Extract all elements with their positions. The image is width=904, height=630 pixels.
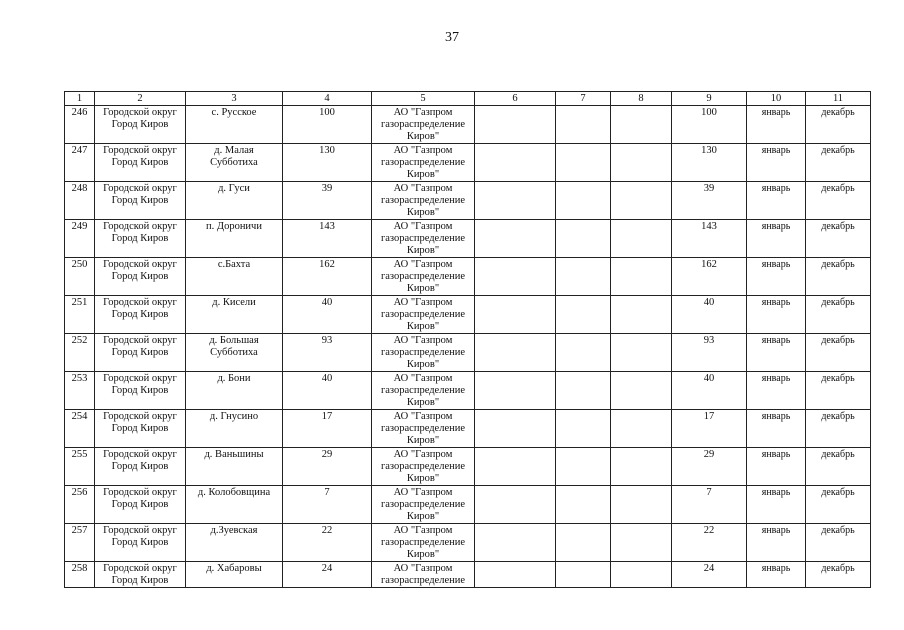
cell-municipality: Городской округ Город Киров xyxy=(95,562,186,588)
cell-start-month: январь xyxy=(747,220,806,258)
cell-col-7 xyxy=(556,106,611,144)
cell-start-month: январь xyxy=(747,106,806,144)
cell-organization: АО "Газпром газораспределение Киров" xyxy=(372,220,475,258)
cell-total: 17 xyxy=(672,410,747,448)
cell-quantity: 40 xyxy=(283,372,372,410)
cell-col-6 xyxy=(475,144,556,182)
table-row xyxy=(65,296,871,334)
cell-col-8 xyxy=(611,562,672,588)
cell-municipality: Городской округ Город Киров xyxy=(95,144,186,182)
cell-total: 93 xyxy=(672,334,747,372)
cell-col-6 xyxy=(475,296,556,334)
cell-col-6 xyxy=(475,410,556,448)
cell-col-8 xyxy=(611,410,672,448)
cell-col-6 xyxy=(475,334,556,372)
cell-organization: АО "Газпром газораспределение Киров" xyxy=(372,106,475,144)
table-row xyxy=(65,410,871,448)
cell-municipality: Городской округ Город Киров xyxy=(95,106,186,144)
cell-total: 40 xyxy=(672,296,747,334)
column-header: 10 xyxy=(747,92,806,106)
cell-row-number: 250 xyxy=(65,258,95,296)
table-row xyxy=(65,486,871,524)
cell-municipality: Городской округ Город Киров xyxy=(95,334,186,372)
page-number: 37 xyxy=(445,30,459,45)
cell-settlement: д. Хабаровы xyxy=(186,562,283,588)
cell-col-8 xyxy=(611,372,672,410)
cell-col-6 xyxy=(475,220,556,258)
cell-end-month: декабрь xyxy=(806,182,871,220)
cell-total: 40 xyxy=(672,372,747,410)
document-table xyxy=(64,91,871,588)
cell-col-8 xyxy=(611,258,672,296)
cell-end-month: декабрь xyxy=(806,220,871,258)
cell-settlement: с. Русское xyxy=(186,106,283,144)
cell-col-7 xyxy=(556,410,611,448)
cell-organization: АО "Газпром газораспределение Киров" xyxy=(372,448,475,486)
cell-end-month: декабрь xyxy=(806,524,871,562)
table-row xyxy=(65,448,871,486)
column-header: 11 xyxy=(806,92,871,106)
cell-col-7 xyxy=(556,486,611,524)
cell-row-number: 258 xyxy=(65,562,95,588)
cell-settlement: д. Бони xyxy=(186,372,283,410)
cell-start-month: январь xyxy=(747,372,806,410)
table-row xyxy=(65,562,871,588)
cell-settlement: д. Кисели xyxy=(186,296,283,334)
cell-start-month: январь xyxy=(747,410,806,448)
cell-end-month: декабрь xyxy=(806,372,871,410)
column-header: 1 xyxy=(65,92,95,106)
cell-quantity: 162 xyxy=(283,258,372,296)
cell-row-number: 254 xyxy=(65,410,95,448)
cell-settlement: д. Гуси xyxy=(186,182,283,220)
column-header: 3 xyxy=(186,92,283,106)
column-header: 6 xyxy=(475,92,556,106)
cell-start-month: январь xyxy=(747,296,806,334)
table-row xyxy=(65,144,871,182)
cell-col-6 xyxy=(475,258,556,296)
cell-total: 39 xyxy=(672,182,747,220)
cell-settlement: д. Малая Субботиха xyxy=(186,144,283,182)
cell-municipality: Городской округ Город Киров xyxy=(95,296,186,334)
cell-organization: АО "Газпром газораспределение Киров" xyxy=(372,144,475,182)
cell-end-month: декабрь xyxy=(806,334,871,372)
cell-total: 24 xyxy=(672,562,747,588)
cell-organization: АО "Газпром газораспределение Киров" xyxy=(372,258,475,296)
cell-col-6 xyxy=(475,562,556,588)
cell-col-8 xyxy=(611,524,672,562)
column-header: 5 xyxy=(372,92,475,106)
table-row xyxy=(65,334,871,372)
cell-settlement: д. Ваньшины xyxy=(186,448,283,486)
cell-municipality: Городской округ Город Киров xyxy=(95,258,186,296)
cell-municipality: Городской округ Город Киров xyxy=(95,448,186,486)
cell-start-month: январь xyxy=(747,334,806,372)
cell-row-number: 247 xyxy=(65,144,95,182)
column-header: 8 xyxy=(611,92,672,106)
cell-start-month: январь xyxy=(747,448,806,486)
cell-quantity: 22 xyxy=(283,524,372,562)
cell-total: 162 xyxy=(672,258,747,296)
cell-row-number: 246 xyxy=(65,106,95,144)
cell-start-month: январь xyxy=(747,486,806,524)
column-header: 4 xyxy=(283,92,372,106)
cell-municipality: Городской округ Город Киров xyxy=(95,220,186,258)
cell-col-8 xyxy=(611,486,672,524)
cell-organization: АО "Газпром газораспределение Киров" xyxy=(372,372,475,410)
cell-row-number: 252 xyxy=(65,334,95,372)
cell-end-month: декабрь xyxy=(806,106,871,144)
cell-col-6 xyxy=(475,524,556,562)
cell-total: 7 xyxy=(672,486,747,524)
cell-row-number: 255 xyxy=(65,448,95,486)
cell-settlement: д. Колобовщина xyxy=(186,486,283,524)
cell-quantity: 100 xyxy=(283,106,372,144)
cell-organization: АО "Газпром газораспределение Киров" xyxy=(372,410,475,448)
cell-settlement: д. Гнусино xyxy=(186,410,283,448)
cell-settlement: с.Бахта xyxy=(186,258,283,296)
cell-col-8 xyxy=(611,448,672,486)
cell-row-number: 249 xyxy=(65,220,95,258)
cell-quantity: 24 xyxy=(283,562,372,588)
cell-organization: АО "Газпром газораспределение Киров" xyxy=(372,486,475,524)
cell-municipality: Городской округ Город Киров xyxy=(95,182,186,220)
cell-settlement: д. Большая Субботиха xyxy=(186,334,283,372)
cell-col-8 xyxy=(611,220,672,258)
cell-end-month: декабрь xyxy=(806,486,871,524)
cell-total: 100 xyxy=(672,106,747,144)
cell-col-7 xyxy=(556,220,611,258)
cell-quantity: 7 xyxy=(283,486,372,524)
cell-start-month: январь xyxy=(747,524,806,562)
cell-organization: АО "Газпром газораспределение Киров" xyxy=(372,334,475,372)
cell-col-7 xyxy=(556,372,611,410)
cell-quantity: 143 xyxy=(283,220,372,258)
cell-settlement: д.Зуевская xyxy=(186,524,283,562)
cell-col-8 xyxy=(611,144,672,182)
cell-col-8 xyxy=(611,334,672,372)
cell-municipality: Городской округ Город Киров xyxy=(95,524,186,562)
cell-organization: АО "Газпром газораспределение Киров" xyxy=(372,296,475,334)
cell-quantity: 29 xyxy=(283,448,372,486)
cell-municipality: Городской округ Город Киров xyxy=(95,486,186,524)
cell-col-7 xyxy=(556,182,611,220)
cell-start-month: январь xyxy=(747,182,806,220)
cell-col-7 xyxy=(556,296,611,334)
cell-end-month: декабрь xyxy=(806,448,871,486)
cell-row-number: 257 xyxy=(65,524,95,562)
cell-col-7 xyxy=(556,562,611,588)
cell-start-month: январь xyxy=(747,258,806,296)
table-row xyxy=(65,182,871,220)
cell-quantity: 130 xyxy=(283,144,372,182)
cell-col-6 xyxy=(475,372,556,410)
cell-organization: АО "Газпром газораспределение Киров" xyxy=(372,524,475,562)
cell-start-month: январь xyxy=(747,144,806,182)
cell-col-8 xyxy=(611,182,672,220)
cell-end-month: декабрь xyxy=(806,296,871,334)
table-row xyxy=(65,220,871,258)
cell-col-7 xyxy=(556,448,611,486)
table-row xyxy=(65,524,871,562)
cell-col-6 xyxy=(475,106,556,144)
cell-total: 29 xyxy=(672,448,747,486)
column-header: 7 xyxy=(556,92,611,106)
cell-col-8 xyxy=(611,106,672,144)
table-row xyxy=(65,258,871,296)
cell-organization: АО "Газпром газораспределение Киров" xyxy=(372,182,475,220)
cell-col-6 xyxy=(475,448,556,486)
cell-col-7 xyxy=(556,258,611,296)
cell-row-number: 253 xyxy=(65,372,95,410)
cell-col-7 xyxy=(556,334,611,372)
cell-total: 143 xyxy=(672,220,747,258)
cell-start-month: январь xyxy=(747,562,806,588)
cell-col-6 xyxy=(475,486,556,524)
cell-col-7 xyxy=(556,144,611,182)
cell-end-month: декабрь xyxy=(806,144,871,182)
cell-end-month: декабрь xyxy=(806,562,871,588)
header-row xyxy=(65,92,871,106)
cell-quantity: 17 xyxy=(283,410,372,448)
cell-total: 22 xyxy=(672,524,747,562)
cell-row-number: 248 xyxy=(65,182,95,220)
cell-quantity: 93 xyxy=(283,334,372,372)
cell-quantity: 40 xyxy=(283,296,372,334)
cell-organization: АО "Газпром газораспределение xyxy=(372,562,475,588)
cell-municipality: Городской округ Город Киров xyxy=(95,410,186,448)
cell-col-6 xyxy=(475,182,556,220)
cell-quantity: 39 xyxy=(283,182,372,220)
cell-col-8 xyxy=(611,296,672,334)
cell-end-month: декабрь xyxy=(806,410,871,448)
cell-col-7 xyxy=(556,524,611,562)
cell-row-number: 256 xyxy=(65,486,95,524)
table-row xyxy=(65,372,871,410)
cell-total: 130 xyxy=(672,144,747,182)
column-header: 9 xyxy=(672,92,747,106)
cell-row-number: 251 xyxy=(65,296,95,334)
cell-municipality: Городской округ Город Киров xyxy=(95,372,186,410)
column-header: 2 xyxy=(95,92,186,106)
cell-end-month: декабрь xyxy=(806,258,871,296)
cell-settlement: п. Дороничи xyxy=(186,220,283,258)
table-row xyxy=(65,106,871,144)
